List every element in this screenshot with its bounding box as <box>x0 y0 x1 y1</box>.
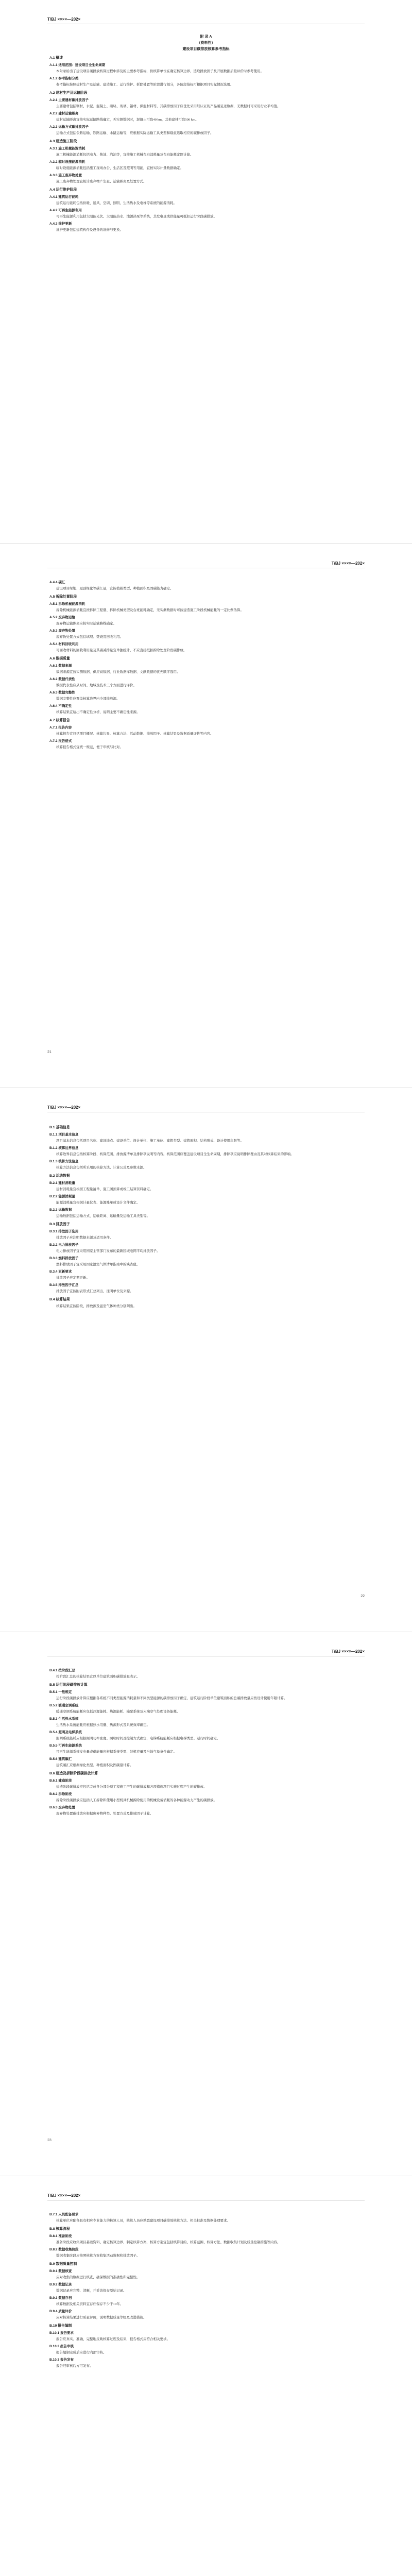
paragraph: 废弃物处置方式包括填埋、焚烧及回收利用。 <box>56 635 123 639</box>
paragraph: 建设项目绿地、屋顶绿化等碳汇量，宜按植被类型、种植面积及固碳能力确定。 <box>56 587 174 590</box>
clause-heading: A.6.3 数据完整性 <box>49 691 75 694</box>
paragraph: 核算单位应配备具有相应专业能力的核算人员，核算人员应熟悉建设项目碳排放核算方法、相关标准及数据处理要求。 <box>56 2219 230 2223</box>
clause-heading: A.4.1 建筑运行能耗 <box>49 195 79 199</box>
clause-heading: A.7.1 报告内容 <box>49 726 72 730</box>
paragraph: 核算结果宜按阶段、排放源及温室气体种类分别列出。 <box>56 1304 136 1308</box>
paragraph: 应对收集的数据进行核查，确保数据的准确性和完整性。 <box>56 2276 140 2279</box>
paragraph: 施工废弃物处置宜统计废弃物产生量、运输距离及处置方式。 <box>56 180 147 183</box>
clause-heading: B.5.4 照明及电梯系统 <box>49 1731 82 1734</box>
clause-heading: B.10.3 报告发布 <box>49 2358 74 2362</box>
paragraph: 主要建材包括钢材、水泥、混凝土、砌块、玻璃、铝材、保温材料等，其碳排放因子应优先采用经认证的产品碳足迹数据，无数据时可采用行业平均值。 <box>56 105 281 108</box>
paragraph: 项目基本信息包括项目名称、建设地点、建设单位、设计单位、施工单位、建筑类型、建筑面积、结构形式、设计使用年限等。 <box>56 1139 244 1143</box>
paragraph: 报告编制完成后应进行内部审核。 <box>56 2351 107 2354</box>
page-body <box>49 578 363 752</box>
clause-heading: B.3.5 排放因子汇总 <box>49 1283 79 1287</box>
paragraph: 照明系统能耗应根据照明功率密度、照明时间及控制方式确定，电梯系统能耗应根据电梯类型、运行时间确定。 <box>56 1737 220 1740</box>
clause-heading: B.5.1 一般规定 <box>49 1690 72 1694</box>
clause-heading: B.10.1 报告要求 <box>49 2331 74 2335</box>
section-heading: B.2 活动数据 <box>49 1174 70 1178</box>
section-heading: A.3 建造施工阶段 <box>49 140 77 143</box>
section-heading: B.5 运行阶段碳排放计算 <box>49 1683 88 1687</box>
clause-heading: A.7.2 报告格式 <box>49 739 72 743</box>
document-page <box>0 1632 412 2176</box>
clause-heading: A.4.4 碳汇 <box>49 581 65 584</box>
clause-heading: B.3.2 电力排放因子 <box>49 1243 79 1247</box>
paragraph: 数据记录应完整、清晰，并妥善保存原始记录。 <box>56 2289 127 2293</box>
paragraph: 拆除机械能源消耗宜按拆除工程量、拆除机械类型及台班能耗确定，无实测数据时可按建造施工阶段机械能耗的一定比例估算。 <box>56 608 244 612</box>
page-number: 23 <box>47 2139 52 2142</box>
paragraph: 报告经审核后方可发布。 <box>56 2364 93 2368</box>
paragraph: 建材运输距离宜按实际运输路线确定，无实测数据时，混凝土可取40 km，其他建材可取500 km。 <box>56 118 199 122</box>
clause-heading: B.5.3 生活热水系统 <box>49 1717 79 1721</box>
clause-heading: B.3.3 燃料排放因子 <box>49 1257 79 1260</box>
paragraph: 建筑运行能耗包括供暖、通风、空调、照明、生活热水及电梯等系统的能源消耗。 <box>56 201 177 205</box>
clause-heading: A.5.3 废弃物处置 <box>49 629 75 633</box>
paragraph: 核算报告格式宜统一规范，便于审核与比对。 <box>56 745 123 749</box>
clause-heading: B.7.1 人员配备要求 <box>49 2213 79 2216</box>
page-header-standard-code: T/BJ ××××—202× <box>47 17 81 22</box>
section-heading: B.10 报告编制 <box>49 2324 72 2328</box>
clause-heading: B.8.2 数据收集阶段 <box>49 2248 79 2251</box>
paragraph: 施工机械能源消耗包括电力、柴油、汽油等，宜按施工机械台班消耗量及台班能耗定额计算。 <box>56 153 194 157</box>
paragraph: 废弃物运输距离应按实际运输路线确定。 <box>56 622 116 625</box>
clause-heading: B.9.1 数据核查 <box>49 2269 72 2273</box>
paragraph: 数据收集阶段应按照核算方案收集活动数据和排放因子。 <box>56 2254 140 2258</box>
paragraph: 燃料排放因子宜采用国家温室气体清单指南中的缺省值。 <box>56 1263 140 1266</box>
page-title: （资料性） <box>197 41 215 45</box>
clause-heading: B.3.1 排放因子选用 <box>49 1230 79 1233</box>
section-heading: B.9 数据质量控制 <box>49 2262 77 2266</box>
paragraph: 准备阶段应收集项目基础资料、确定核算边界、制定核算方案，核算方案宜包括核算目的、核算范围、核算方法、数据收集计划及质量控制措施等内容。 <box>56 2241 281 2244</box>
paragraph: 能源消耗量宜根据计量仪表、能源账单或设计文件确定。 <box>56 1201 140 1205</box>
section-heading: A.1 概述 <box>49 56 63 60</box>
clause-heading: A.3.3 施工废弃物处置 <box>49 174 82 177</box>
document-page <box>0 544 412 1088</box>
clause-heading: A.3.1 施工机械能源消耗 <box>49 147 85 150</box>
page-number: 22 <box>360 1595 365 1598</box>
paragraph: 拆除阶段碳排放应包括人工拆除和使用小型机具机械拆除使用的机械设备消耗的各种能源动力产生的碳排放。 <box>56 1799 217 1802</box>
clause-heading: A.3.2 临时设施能源消耗 <box>49 160 85 164</box>
clause-heading: A.6.2 数据代表性 <box>49 677 75 681</box>
clause-heading: B.1.1 项目基本信息 <box>49 1133 79 1137</box>
clause-heading: B.5.6 建筑碳汇 <box>49 1757 72 1761</box>
clause-heading: B.5.5 可再生能源系统 <box>49 1744 82 1748</box>
paragraph: 报告应真实、准确、完整地反映核算过程及结果，报告格式应符合相关要求。 <box>56 2337 170 2341</box>
paragraph: 维护更新包括建筑构件及设备的维修与更换。 <box>56 228 123 232</box>
page-header-standard-code: T/BJ ××××—202× <box>331 561 365 566</box>
page-header-standard-code: T/BJ ××××—202× <box>47 2193 81 2198</box>
paragraph: 核算边界信息包括核算阶段、核算范围、排放源清单及排除项说明等内容。核算范围应覆盖建设项目全生命周期，排除项应说明排除理由及其对核算结果的影响。 <box>56 1153 294 1156</box>
clause-heading: B.1.2 核算边界信息 <box>49 1146 79 1150</box>
clause-heading: A.6.4 不确定性 <box>49 704 72 708</box>
section-heading: B.8 核算流程 <box>49 2227 70 2231</box>
section-heading: B.3 排放因子 <box>49 1223 70 1226</box>
clause-heading: B.5.2 暖通空调系统 <box>49 1704 79 1707</box>
paragraph: 建造阶段碳排放应包括完成各分部分项工程施工产生的碳排放和各项措施项目实施过程产生的碳排放。 <box>56 1785 207 1789</box>
paragraph: 可再生能源利用包括太阳能光伏、太阳能热水、地源热泵等系统，其发电量或供能量可抵扣运行阶段碳排放。 <box>56 215 217 218</box>
clause-heading: B.4.1 按阶段汇总 <box>49 1669 75 1672</box>
paragraph: 生活热水系统能耗应根据热水用量、热源形式及系统效率确定。 <box>56 1723 150 1727</box>
paragraph: 排放因子应注明数据来源及适用条件。 <box>56 1236 113 1240</box>
paragraph: 运输数据包括运输方式、运输距离、运输量及运输工具类型等。 <box>56 1214 150 1218</box>
clause-heading: B.10.2 报告审核 <box>49 2345 74 2348</box>
paragraph: 核算方法信息包括所采用的核算方法、计算公式及参数来源。 <box>56 1166 147 1170</box>
section-heading: A.2 建材生产及运输阶段 <box>49 91 88 95</box>
paragraph: 可再生能源系统发电量或供能量应根据系统类型、装机容量及当地气象条件确定。 <box>56 1750 177 1754</box>
clause-heading: B.9.3 数据存档 <box>49 2296 72 2300</box>
paragraph: 参考指标按照建材生产及运输、建造施工、运行维护、拆除处置等阶段进行划分，各阶段指标可根据项目实际情况选用。 <box>56 83 234 87</box>
clause-heading: B.2.2 能源消耗量 <box>49 1195 75 1198</box>
paragraph: 核算数据及相关资料宜存档保存不少于10年。 <box>56 2302 123 2306</box>
paragraph: 电力排放因子宜采用国家主管部门发布的最新区域电网平均排放因子。 <box>56 1249 160 1253</box>
document-page <box>0 0 412 544</box>
clause-heading: B.6.2 拆除阶段 <box>49 1792 72 1796</box>
page-body <box>49 2210 363 2370</box>
paragraph: 废弃物处置碳排放应根据废弃物种类、处置方式及排放因子计算。 <box>56 1812 153 1816</box>
paragraph: 建材消耗量宜根据工程量清单、施工图预算或竣工结算资料确定。 <box>56 1188 153 1191</box>
clause-heading: B.6.1 建造阶段 <box>49 1779 72 1783</box>
clause-heading: A.4.3 维护更新 <box>49 222 72 226</box>
clause-heading: B.8.1 准备阶段 <box>49 2234 72 2238</box>
clause-heading: A.4.2 可再生能源利用 <box>49 209 82 212</box>
section-heading: A.5 拆除处置阶段 <box>49 595 77 599</box>
paragraph: 数据代表性应从时间、地域及技术三个方面进行评价。 <box>56 684 136 687</box>
paragraph: 运输方式包括公路运输、铁路运输、水路运输等，应根据实际运输工具类型和载重选取相应的碳排放因子。 <box>56 131 214 135</box>
page-body <box>49 1666 363 1818</box>
paragraph: 数据完整性应覆盖核算边界内全部排放源。 <box>56 697 120 701</box>
paragraph: 应对核算结果进行质量评价，说明数据质量等级及改进措施。 <box>56 2316 147 2319</box>
section-heading: A.4 运行维护阶段 <box>49 188 77 192</box>
section-heading: B.4 核算结果 <box>49 1298 70 1301</box>
page-header-standard-code: T/BJ ××××—202× <box>331 1649 365 1654</box>
page-title: 附 录 A <box>200 35 212 39</box>
clause-heading: B.1.3 核算方法信息 <box>49 1160 79 1163</box>
clause-heading: A.5.4 材料回收利用 <box>49 642 79 646</box>
paragraph: 数据来源宜按实测数据、供应商数据、行业数据库数据、文献数据的优先顺序选用。 <box>56 670 180 674</box>
paragraph: 排放因子应定期更新。 <box>56 1276 90 1280</box>
paragraph: 核算结果宜给出不确定性分析，说明主要不确定性来源。 <box>56 710 140 714</box>
clause-heading: A.1.1 适用范围：建设项目全生命周期 <box>49 63 106 67</box>
clause-heading: B.3.4 更新要求 <box>49 1270 72 1274</box>
clause-heading: A.2.3 运输方式碳排放因子 <box>49 125 89 129</box>
paragraph: 可回收材料的回收利用量及其碳减排量宜单独统计，不应直接抵扣拆除处置阶段碳排放。 <box>56 649 187 652</box>
section-heading: B.1 基础信息 <box>49 1126 70 1129</box>
paragraph: 建筑碳汇应根据绿化类型、种植面积及固碳量计算。 <box>56 1764 133 1767</box>
paragraph: 运行阶段碳排放计算应根据各系统不同类型能源消耗量和不同类型能源的碳排放因子确定，建筑运行阶段单位建筑面积的总碳排放量应按设计使用年限计算。 <box>56 1697 287 1700</box>
clause-heading: A.1.2 参考指标分类 <box>49 77 79 80</box>
paragraph: 按阶段汇总的核算结果宜以单位建筑面积碳排放量表示。 <box>56 1675 140 1679</box>
clause-heading: B.9.4 质量评价 <box>49 2310 72 2313</box>
page-number: 21 <box>47 1050 52 1054</box>
section-heading: B.6 建造及拆除阶段碳排放计算 <box>49 1772 98 1775</box>
page-title: 建设项目碳排放核算参考指标 <box>182 47 230 51</box>
clause-heading: B.9.2 数据记录 <box>49 2283 72 2286</box>
paragraph: 核算报告宜包括项目概况、核算边界、核算方法、活动数据、排放因子、核算结果及数据质量评价等内容。 <box>56 732 214 736</box>
clause-heading: B.6.3 废弃物处置 <box>49 1806 75 1809</box>
section-heading: A.6 数据质量 <box>49 657 70 660</box>
paragraph: 临时设施能源消耗包括施工现场办公、生活区及照明等用能，宜按实际计量数据确定。 <box>56 166 183 170</box>
clause-heading: A.2.1 主要建材碳排放因子 <box>49 98 89 102</box>
clause-heading: B.2.1 建材消耗量 <box>49 1181 75 1185</box>
paragraph: 排放因子宜按附表形式汇总列出，注明单位及来源。 <box>56 1290 133 1293</box>
page-header-standard-code: T/BJ ××××—202× <box>47 1105 81 1110</box>
paragraph: 本附录给出了建设项目碳排放核算过程中涉及的主要参考指标，供核算单位在确定核算边界、选取排放因子及开展数据质量评价时参考使用。 <box>56 70 264 73</box>
page-body <box>49 1122 363 1311</box>
clause-heading: B.2.3 运输数据 <box>49 1208 72 1212</box>
clause-heading: A.5.1 拆除机械能源消耗 <box>49 602 85 606</box>
clause-heading: A.6.1 数据来源 <box>49 664 72 668</box>
paragraph: 暖通空调系统能耗应包括冷源能耗、热源能耗、输配系统及末端空气处理设备能耗。 <box>56 1710 180 1714</box>
clause-heading: A.5.2 废弃物运输 <box>49 616 75 619</box>
page-body <box>49 34 363 234</box>
section-heading: A.7 核算报告 <box>49 719 70 722</box>
document-page <box>0 2176 412 2576</box>
clause-heading: A.2.2 建材运输距离 <box>49 112 79 115</box>
document-page <box>0 1088 412 1632</box>
